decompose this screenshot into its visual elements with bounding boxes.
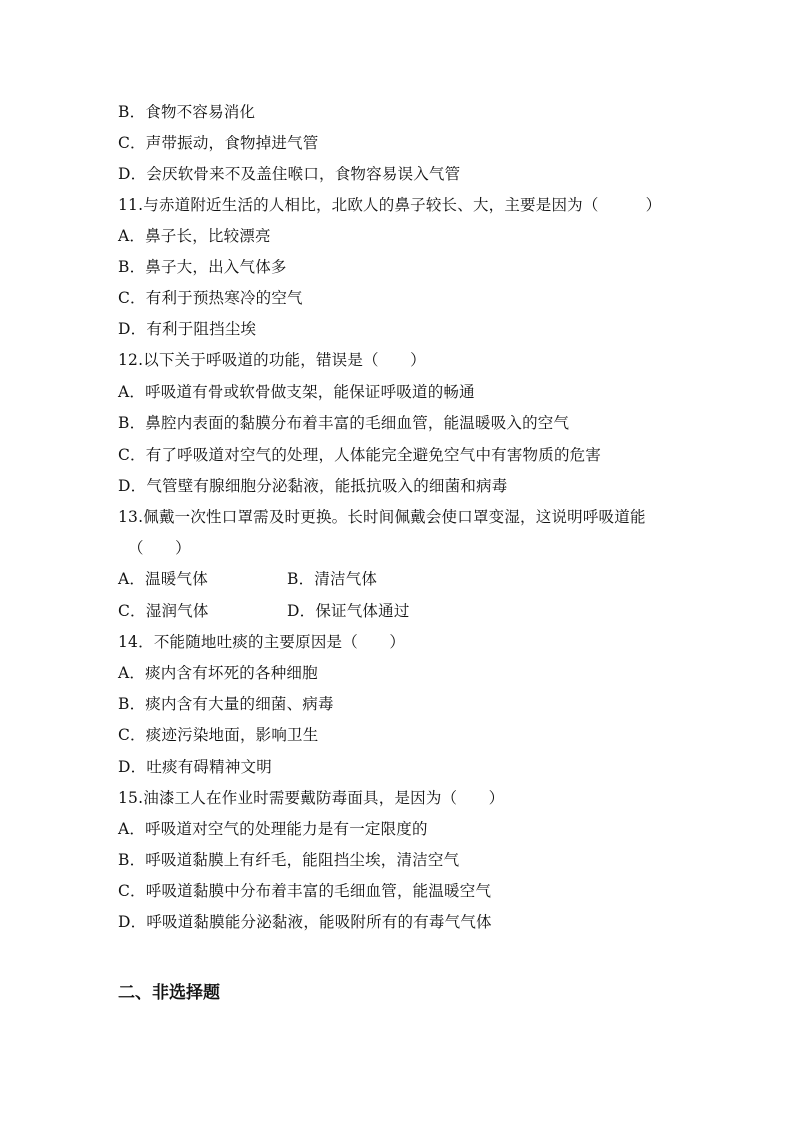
q15-option-a: A．呼吸道对空气的处理能力是有一定限度的 [118, 820, 428, 838]
q10-option-c: C．声带振动，食物掉进气管 [118, 134, 319, 152]
q15-option-b: B．呼吸道黏膜上有纤毛，能阻挡尘埃，清洁空气 [118, 851, 460, 869]
q10-option-d: D．会厌软骨来不及盖住喉口，食物容易误入气管 [118, 165, 461, 183]
q13-option-d: D．保证气体通过 [287, 602, 410, 620]
q14-option-c: C．痰迹污染地面，影响卫生 [118, 726, 319, 744]
q12-stem: 12.以下关于呼吸道的功能，错误是（ ） [118, 351, 426, 369]
q14-option-b: B．痰内含有大量的细菌、病毒 [118, 695, 334, 713]
q13-option-c: C．湿润气体 [118, 602, 209, 620]
q13-stem: 13.佩戴一次性口罩需及时更换。长时间佩戴会使口罩变湿，这说明呼吸道能 [118, 508, 646, 526]
q11-option-c: C．有利于预热寒冷的空气 [118, 289, 303, 307]
q12-option-b: B．鼻腔内表面的黏膜分布着丰富的毛细血管，能温暖吸入的空气 [118, 414, 570, 432]
q13-option-a: A．温暖气体 [118, 570, 208, 588]
q15-option-d: D．呼吸道黏膜能分泌黏液，能吸附所有的有毒气气体 [118, 913, 492, 931]
q11-option-b: B．鼻子大，出入气体多 [118, 258, 287, 276]
q14-option-d: D．吐痰有碍精神文明 [118, 758, 272, 776]
q15-option-c: C．呼吸道黏膜中分布着丰富的毛细血管，能温暖空气 [118, 882, 492, 900]
q10-option-b: B．食物不容易消化 [118, 103, 256, 121]
section-heading-non-choice: 二、非选择题 [118, 983, 220, 1003]
q13-option-b: B．清洁气体 [287, 570, 378, 588]
q12-option-c: C．有了呼吸道对空气的处理，人体能完全避免空气中有害物质的危害 [118, 446, 602, 464]
q14-option-a: A．痰内含有坏死的各种细胞 [118, 664, 318, 682]
q15-stem: 15.油漆工人在作业时需要戴防毒面具，是因为（ ） [118, 789, 505, 807]
q11-option-a: A．鼻子长，比较漂亮 [118, 227, 271, 245]
q14-stem: 14．不能随地吐痰的主要原因是（ ） [118, 633, 406, 651]
q12-option-d: D．气管壁有腺细胞分泌黏液，能抵抗吸入的细菌和病毒 [118, 477, 508, 495]
q11-stem: 11.与赤道附近生活的人相比，北欧人的鼻子较长、大，主要是因为（ ） [118, 196, 662, 214]
q13-stem-continuation: （ ） [128, 539, 191, 557]
q12-option-a: A．呼吸道有骨或软骨做支架，能保证呼吸道的畅通 [118, 383, 475, 401]
q11-option-d: D．有利于阻挡尘埃 [118, 320, 257, 338]
